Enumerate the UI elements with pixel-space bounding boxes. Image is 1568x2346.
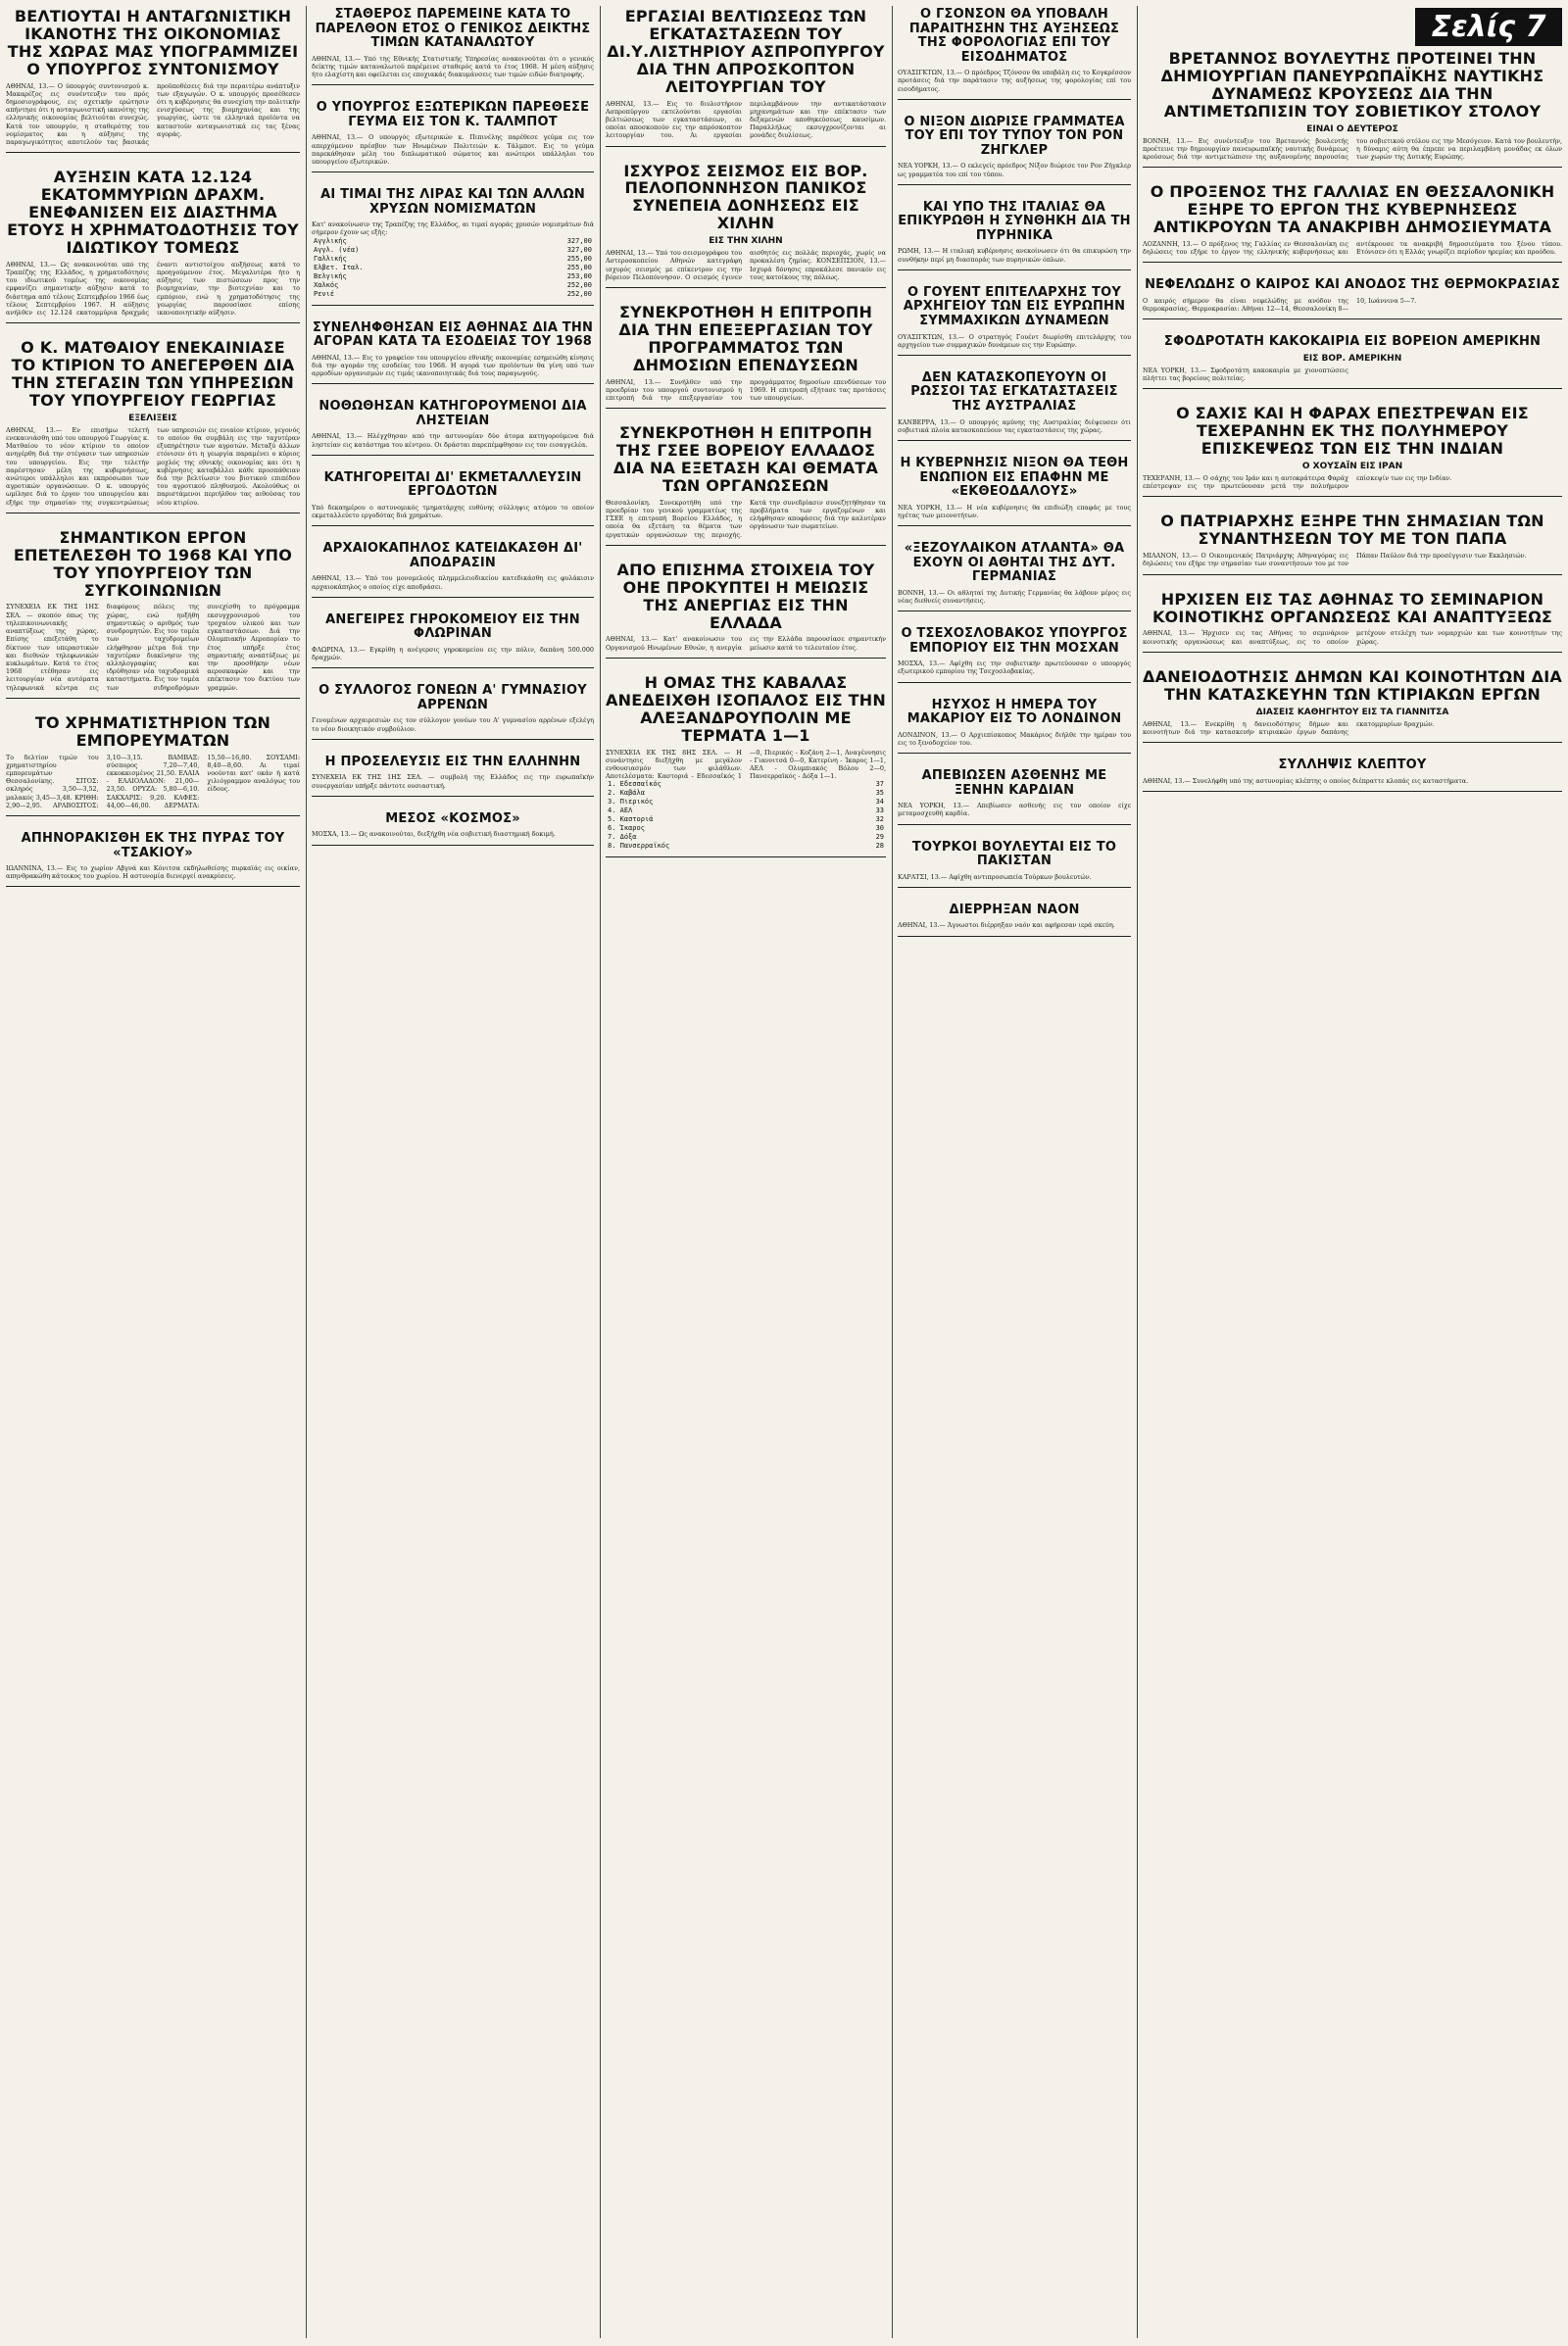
coin-price: 253,00 (566, 271, 592, 280)
table-row (312, 264, 594, 272)
article-body: ΚΑΝΒΕΡΡΑ, 13.— Ο υπουργός αμύνης της Αυστραλίας διέψευσεν ότι σοβιετικά πλοία κατασκοπεύουν τας εγκαταστάσεις της χώρας. (898, 417, 1131, 434)
team-points: 35 (875, 789, 884, 798)
article-separator (898, 682, 1131, 683)
article-body: ΑΘΗΝΑΙ, 13.— Ο υπουργός εξωτερικών κ. Πιπινέλης παρέθεσε γεύμα εις τον απερχόμενον πρέσβυν των Ηνωμένων Πολιτειών κ. Τάλμποτ. Εις το γεύμα παρεκάθησαν μέλη του διπλωματικού σώματος και ανώτεροι υπάλληλοι του υπουργείου εξωτερικών. (312, 133, 594, 166)
article-body: ΛΟΖΑΝΝΗ, 13.— Ο πρόξενος της Γαλλίας εν Θεσσαλονίκη εις δηλώσεις του εξήρε το έργον της ελληνικής κυβερνήσεως και αντέκρουσε τα ανακριβή δημοσιεύματα του ξένου τύπου. Ετόνισεν ότι η Ελλάς γνωρίζει περίοδον ηρεμίας και προόδου. (1143, 239, 1562, 257)
headline: ΑΙ ΤΙΜΑΙ ΤΗΣ ΛΙΡΑΣ ΚΑΙ ΤΩΝ ΑΛΛΩΝ ΧΡΥΣΩΝ ΝΟΜΙΣΜΑΤΩΝ (320, 188, 585, 217)
coin-price: 255,00 (566, 263, 592, 271)
article-separator (6, 322, 300, 323)
article-body: ΑΘΗΝΑΙ, 13.— Υπό του μονομελούς πλημμελειοδικείου κατεδικάσθη εις φυλάκισιν αρχαιοκάπηλος ο οποίος είχε αποδράσει. (312, 574, 594, 591)
table-row (312, 237, 594, 246)
article-e2 (898, 116, 1131, 191)
article-body: ΦΛΩΡΙΝΑ, 13.— Εγκρίθη η ανέγερσις γηροκομείου εις την πόλιν, δαπάνη 500.000 δραχμών. (312, 645, 594, 662)
article-a5 (6, 714, 300, 822)
article-separator (312, 455, 594, 456)
article-separator (1143, 262, 1562, 263)
article-e6 (898, 457, 1131, 532)
article-a3 (6, 339, 300, 519)
table-row (606, 798, 886, 806)
coin-name: Ρενιέ (314, 289, 335, 298)
headline: ΝΟΘΩΘΗΣΑΝ ΚΑΤΗΓΟΡΟΥΜΕΝΟΙ ΔΙΑ ΛΗΣΤΕΙΑΝ (318, 400, 587, 428)
headline: Ο ΤΣΕΧΟΣΛΟΒΑΚΟΣ ΥΠΟΥΡΓΟΣ ΕΜΠΟΡΙΟΥ ΕΙΣ ΤΗΝ ΜΟΣΧΑΝ (901, 627, 1128, 656)
article-b5 (312, 400, 594, 462)
column-divider (892, 6, 893, 2338)
team-name: 3. Πιερικός (608, 798, 654, 806)
article-body: Κατ' ανακοίνωσιν της Τραπέζης της Ελλάδος, αι τιμαί αγοράς χρυσών νομισμάτων διά σήμερον έχουν ως εξής: (312, 220, 594, 237)
article-separator (312, 597, 594, 598)
column-divider (306, 6, 307, 2338)
coin-price: 327,00 (566, 236, 592, 245)
headline: Ο ΠΑΤΡΙΑΡΧΗΣ ΕΞΗΡΕ ΤΗΝ ΣΗΜΑΣΙΑΝ ΤΩΝ ΣΥΝΑΝΤΗΣΕΩΝ ΤΟΥ ΜΕ ΤΟΝ ΠΑΠΑ (1160, 513, 1544, 549)
article-f2 (1143, 183, 1562, 269)
headline: ΔΕΝ ΚΑΤΑΣΚΟΠΕΥΟΥΝ ΟΙ ΡΩΣΣΟΙ ΤΑΣ ΕΓΚΑΤΑΣΤΑΣΕΙΣ ΤΗΣ ΑΥΣΤΡΑΛΙΑΣ (910, 370, 1118, 415)
headline: ΣΦΟΔΡΟΤΑΤΗ ΚΑΚΟΚΑΙΡΙΑ ΕΙΣ ΒΟΡΕΙΟΝ ΑΜΕΡΙΚΗΝ (1163, 335, 1542, 350)
article-d4 (606, 424, 886, 552)
subheading: ΕΙΣ ΒΟΡ. ΑΜΕΡΙΚΗΝ (1302, 353, 1402, 364)
article-a2 (6, 169, 300, 329)
article-b10 (312, 756, 594, 803)
column-2 (312, 8, 594, 861)
standings-table (606, 780, 886, 851)
headline: «ΞΕΖΟΥΛΑΙΚΟΝ ΑΤΛΑΝΤΑ» ΘΑ ΕΧΟΥΝ ΟΙ ΑΘΗΤΑΙ ΤΗΣ ΔΥΤ. ΓΕΡΜΑΝΙΑΣ (904, 542, 1125, 585)
article-body: ΑΘΗΝΑΙ, 13.— Υπό της Εθνικής Στατιστικής Υπηρεσίας ανακοινούται ότι ο γενικός δείκτης τιμών καταναλωτού παρέμεινε σταθερός κατά το έτος 1968. Η μέση αύξησις ήτο ελαχίστη και οφείλεται εις εποχιακάς διακυμάνσεις των τιμών ειδών διατροφής. (312, 54, 594, 79)
article-separator (312, 739, 594, 740)
page-number-logo: Σελίς 7 (1415, 8, 1562, 46)
article-separator (898, 824, 1131, 825)
column-1 (6, 8, 300, 903)
headline: Η ΠΡΟΣΕΛΕΥΣΙΣ ΕΙΣ ΤΗΝ ΕΛΛΗΝΗΝ (324, 755, 581, 769)
headline: Η ΟΜΑΣ ΤΗΣ ΚΑΒΑΛΑΣ ΑΝΕΔΕΙΧΘΗ ΙΣΟΠΑΛΟΣ ΕΙΣ ΤΗΝ ΑΛΕΞΑΝΔΡΟΥΠΟΛΙΝ ΜΕ ΤΕΡΜΑΤΑ 1—1 (606, 673, 886, 745)
headline: ΤΟ ΧΡΗΜΑΤΙΣΤΗΡΙΟΝ ΤΩΝ ΕΜΠΟΡΕΥΜΑΤΩΝ (34, 713, 271, 750)
table-row (606, 842, 886, 851)
headline: ΕΡΓΑΣΙΑΙ ΒΕΛΤΙΩΣΕΩΣ ΤΩΝ ΕΓΚΑΤΑΣΤΑΣΕΩΝ ΤΟΥ ΔΙ.Υ.ΛΙΣΤΗΡΙΟΥ ΑΣΠΡΟΠΥΡΓΟΥ ΔΙΑ ΤΗΝ ΑΠΡΟΣΚΟΠΤΟΝ ΛΕΙΤΟΥΡΓΙΑΝ ΤΟΥ (607, 8, 885, 96)
column-divider (1137, 6, 1138, 2338)
coin-name: Χαλκός (314, 280, 339, 289)
table-row (312, 255, 594, 264)
article-separator (6, 815, 300, 816)
article-body: Γενομένων αρχαιρεσιών εις τον σύλλογον γονέων του Α' γυμνασίου αρρένων εξελέγη το νέον διοικητικόν συμβούλιον. (312, 716, 594, 733)
article-separator (606, 658, 886, 659)
article-e4 (898, 286, 1131, 362)
headline: ΣΥΝΕΛΗΦΘΗΣΑΝ ΕΙΣ ΑΘΗΝΑΣ ΔΙΑ ΤΗΝ ΑΓΟΡΑΝ ΚΑΤΑ ΤΑ ΕΣΟΔΕΙΑΣ ΤΟΥ 1968 (312, 320, 594, 350)
article-b3 (312, 188, 594, 312)
article-body: ΡΩΜΗ, 13.— Η ιταλική κυβέρνησις ανεκοίνωσεν ότι θα επικυρώση την συνθήκην περί μη διασποράς των πυρηνικών όπλων. (898, 247, 1131, 264)
article-body: ΣΥΝΕΧΕΙΑ ΕΚ ΤΗΣ 1ΗΣ ΣΕΛ. — συμβολή της Ελλάδος εις την ευρωπαϊκήν συνεργασίαν υπήρξε πάντοτε ουσιαστική. (312, 773, 594, 790)
team-points: 30 (875, 824, 884, 833)
article-b7 (312, 542, 594, 604)
column-4 (898, 8, 1131, 953)
article-body: ΟΥΑΣΙΓΚΤΩΝ, 13.— Ο πρόεδρος Τζόνσον θα υποβάλη εις το Κογκρέσσον προτάσεις διά την παράτασιν της αυξήσεως της φορολογίας επί του εισοδήματος. (898, 69, 1131, 93)
table-row (312, 246, 594, 255)
article-body: ΑΘΗΝΑΙ, 13.— Ο ύπουργός συντονισμού κ. Μακαρέζος εις συνέντευξιν του πρός δημοσιογράφους, εις σχετικήν ερώτησιν απήντησε ότι η ανταγωνιστική ικανότης της ελληνικής οικονομίας βελτιούται συνεχώς. Κατά τον υπουργόν, η σταθερότης του νομίσματος και η αύξησις της παραγωγικότητος αποτελούν τας βασικάς προϋποθέσεις διά την περαιτέρω ανάπτυξιν των εξαγωγών. Ο κ. υπουργός προσέθεσεν ότι η κυβέρνησις θα συνεχίση την πολιτικήν ενισχύσεως της βιομηχανίας και της γεωργίας, ώστε τα ελληνικά προϊόντα να καταστούν ανταγωνιστικά εις τας ξένας αγοράς. (6, 81, 300, 147)
headline: ΣΤΑΘΕΡΟΣ ΠΑΡΕΜΕΙΝΕ ΚΑΤΑ ΤΟ ΠΑΡΕΛΘΟΝ ΕΤΟΣ Ο ΓΕΝΙΚΟΣ ΔΕΙΚΤΗΣ ΤΙΜΩΝ ΚΑΤΑΝΑΛΩΤΟΥ (315, 8, 591, 51)
article-body: ΒΟΝΝΗ, 13.— Εις συνέντευξιν του Βρεταννός βουλευτής προέτεινε την δημιουργίαν πανευρωπαϊκής ναυτικής δυνάμεως κρούσεως διά την αντιμετώπισιν της αυξανομένης παρουσίας του σοβιετικού στόλου εις την Μεσόγειον. Κατά τον βουλευτήν, η δύναμις αύτη θα έπρεπε να περιλαμβάνη μονάδας εκ όλων των χωρών της Δυτικής Ευρώπης. (1143, 136, 1562, 162)
article-separator (312, 525, 594, 526)
article-body: ΒΟΝΝΗ, 13.— Οι αθληταί της Δυτικής Γερμανίας θα λάβουν μέρος εις νέας διεθνείς συναντήσεις. (898, 588, 1131, 605)
headline: ΑΥΞΗΣΙΝ ΚΑΤΑ 12.124 ΕΚΑΤΟΜΜΥΡΙΩΝ ΔΡΑΧΜ. ΕΝΕΦΑΝΙΣΕΝ ΕΙΣ ΔΙΑΣΤΗΜΑ ΕΤΟΥΣ Η ΧΡΗΜΑΤΟΔΟΤΗΣΙΣ ΤΟΥ ΙΔΙΩΤΙΚΟΥ ΤΟΜΕΩΣ (7, 169, 299, 257)
article-separator (606, 408, 886, 409)
article-body: ΜΙΛΑΝΟΝ, 13.— Ο Οικουμενικός Πατριάρχης Αθηναγόρας εις δηλώσεις του εξήρε την σημασίαν των συναντήσεων του με τον Πάπαν Παύλον διά την προσέγγισιν των Εκκλησιών. (1143, 552, 1527, 568)
article-body: ΝΕΑ ΥΟΡΚΗ, 13.— Απεβίωσεν ασθενής εις τον οποίον είχε μεταμοσχευθή καρδία. (898, 802, 1131, 818)
article-separator (898, 99, 1131, 100)
team-points: 33 (875, 806, 884, 815)
article-f6 (1143, 513, 1562, 580)
article-separator (312, 84, 594, 85)
coin-name: Βελγικής (314, 271, 347, 280)
article-separator (312, 667, 594, 668)
headline: ΗΡΧΙΣΕΝ ΕΙΣ ΤΑΣ ΑΘΗΝΑΣ ΤΟ ΣΕΜΙΝΑΡΙΟΝ ΚΟΙΝΟΤΙΚΗΣ ΟΡΓΑΝΩΣΕΩΣ ΚΑΙ ΑΝΑΠΤΥΞΕΩΣ (1152, 590, 1553, 626)
subheading: ΕΞΕΛΙΞΕΙΣ (128, 413, 177, 423)
article-body: ΝΕΑ ΥΟΡΚΗ, 13.— Η νέα κυβέρνησις θα επιδιώξη επαφάς με τους ηγέτας των μειονοτήτων. (898, 503, 1131, 519)
headline: ΔΑΝΕΙΟΔΟΤΗΣΙΣ ΔΗΜΩΝ ΚΑΙ ΚΟΙΝΟΤΗΤΩΝ ΔΙΑ ΤΗΝ ΚΑΤΑΣΚΕΥΗΝ ΤΩΝ ΚΤΙΡΙΑΚΩΝ ΕΡΓΩΝ (1143, 667, 1562, 704)
article-body: ΙΩΑΝΝΙΝΑ, 13.— Εις το χωρίον Αβγνά και Κόνιτσα εκδηλωθείσης πυρκαϊάς εις οικίαν, απηνθρακώθη κάτοικος του χωρίου. Η αστυνομία διενεργεί ανακρίσεις. (6, 864, 300, 881)
article-e7 (898, 542, 1131, 617)
subheading: Ο ΧΟΥΣΑΪΝ ΕΙΣ ΙΡΑΝ (1301, 461, 1403, 471)
article-e9 (898, 699, 1131, 760)
headline: ΑΠΕΒΙΩΣΕΝ ΑΣΘΕΝΗΣ ΜΕ ΞΕΝΗΝ ΚΑΡΔΙΑΝ (921, 769, 1107, 798)
team-points: 32 (875, 815, 884, 824)
headline: ΚΑΙ ΥΠΟ ΤΗΣ ΙΤΑΛΙΑΣ ΘΑ ΕΠΙΚΥΡΩΘΗ Η ΣΥΝΘΗΚΗ ΔΙΑ ΤΗ ΠΥΡΗΝΙΚΑ (898, 200, 1131, 243)
table-row (606, 806, 886, 815)
coin-name: Αγγλ. (νέα) (314, 245, 360, 254)
column-5 (1143, 8, 1562, 807)
headline: ΑΠΗΝΟΡΑΚΙΣΘΗ ΕΚ ΤΗΣ ΠΥΡΑΣ ΤΟΥ «ΤΣΑΚΙΟΥ» (21, 831, 285, 860)
article-a4 (6, 529, 300, 705)
team-name: 7. Δόξα (608, 833, 637, 842)
article-d2 (606, 163, 886, 294)
article-separator (1143, 388, 1562, 389)
headline: Ο ΣΑΧΙΣ ΚΑΙ Η ΦΑΡΑΧ ΕΠΕΣΤΡΕΨΑΝ ΕΙΣ ΤΕΧΕΡΑΝΗΝ ΕΚ ΤΗΣ ΠΟΛΥΗΜΕΡΟΥ ΕΠΙΣΚΕΨΕΩΣ ΤΩΝ ΕΙΣ ΤΗΝ ΙΝΔΙΑΝ (1176, 405, 1529, 459)
table-row (606, 815, 886, 824)
coin-price: 252,00 (566, 289, 592, 298)
article-body: ΑΘΗΝΑΙ, 13.— Ήρχισεν εις τας Αθήνας το σεμινάριον κοινοτικής οργανώσεως και αναπτύξεως, εις το οποίον μετέχουν στελέχη των νομαρχιών και των κοινοτήτων της χώρας. (1143, 629, 1562, 646)
article-a1 (6, 8, 300, 159)
table-row (312, 281, 594, 290)
article-body: ΣΥΝΕΧΕΙΑ ΕΚ ΤΗΣ 1ΗΣ ΣΕΛ. — σκοπόν όπως της τηλεπικοινωνιακής αναπτύξεως της χώρας. Επίσης επεξετάθη το δίκτυον των υπεραστικών και διεθνών τηλεφωνικών κυκλωμάτων. Κατά το έτος 1968 ετέθησαν εις λειτουργίαν νέα αυτόματα τηλεφωνικά κέντρα εις διαφόρους πόλεις της χώρας, ενώ ηυξήθη σημαντικώς ο αριθμός των συνδρομητών. Εις τον τομέα των ταχυδρομείων ελήφθησαν μέτρα διά την ταχυτέραν διακίνησιν της αλληλογραφίας και ιδρύθησαν νέα ταχυδρομικά καταστήματα. Εις τον τομέα των σιδηροδρόμων συνεχίσθη το πρόγραμμα εκσυγχρονισμού του τροχαίου υλικού και των εγκαταστάσεων. Διά την Ολυμπιακήν Αεροπορίαν το έτος υπήρξε έτος σημαντικής αναπτύξεως με την προσθήκην νέων αεροσκαφών και την επέκτασιν του δικτύου των γραμμών. (6, 603, 300, 692)
article-body: ΑΘΗΝΑΙ, 13.— Εν επισήμω τελετή ενεκαινιάσθη υπό του υπουργού Γεωργίας κ. Ματθαίου το νέον κτίριον το οποίον ανηγέρθη διά την στέγασιν των υπηρεσιών του υπουργείου. Εις την τελετήν παρέστησαν μέλη της κυβερνήσεως, ανώτεροι υπάλληλοι και εκπρόσωποι των αγροτικών οργανώσεων. Ο κ. υπουργός ωμίλησε διά το έργον του υπουργείου και εξήρε την σημασίαν της συγκεντρώσεως των υπηρεσιών εις ενιαίον κτίριον, γεγονός το οποίον θα συμβάλη εις την ταχυτέραν εξυπηρέτησιν των αγροτών. Μεταξύ άλλων ετόνισεν ότι η γεωργία παραμένει ο κύριος μοχλός της εθνικής οικονομίας και ότι η κυβέρνησις καταβάλλει κάθε προσπάθειαν διά την βελτίωσιν του βιοτικού επιπέδου του αγροτικού πληθυσμού. Ακολούθως οι παριστάμενοι περιήλθον τας αιθούσας του νέου κτιρίου. (6, 425, 300, 507)
article-separator (898, 184, 1131, 185)
article-separator (1143, 496, 1562, 497)
article-separator (606, 856, 886, 857)
headline: ΤΟΥΡΚΟΙ ΒΟΥΛΕΥΤΑΙ ΕΙΣ ΤΟ ΠΑΚΙΣΤΑΝ (911, 840, 1117, 869)
article-body: ΑΘΗΝΑΙ, 13.— Ηλέγχθησαν από την αστυνομίαν δύο άτομα κατηγορούμενα διά ληστείαν εις κατάστημα του κέντρου. Οι δράσται παρεπέμφθησαν εις τον εισαγγελέα. (312, 432, 594, 449)
coin-name: Γαλλικής (314, 254, 347, 263)
article-separator (898, 887, 1131, 888)
article-b6 (312, 471, 594, 533)
article-separator (1143, 574, 1562, 575)
article-separator (898, 355, 1131, 356)
table-row (312, 290, 594, 299)
article-b8 (312, 613, 594, 675)
team-points: 37 (875, 780, 884, 789)
article-body: ΚΑΡΑΤΣΙ, 13.— Αφίχθη αντιπροσωπεία Τούρκων βουλευτών. (898, 872, 1092, 881)
article-separator (1143, 318, 1562, 319)
article-body: ΤΕΧΕΡΑΝΗ, 13.— Ο σάχης του Ιράν και η αυτοκράτειρα Φαράχ επέστρεψαν εις την πρωτεύουσαν μετά την πολυήμερον επίσκεψίν των εις την Ινδίαν. (1143, 473, 1452, 491)
article-body: ΑΘΗΝΑΙ, 13.— Ενεκρίθη η δανειοδότησις δήμων και κοινοτήτων διά την κατασκευήν κτιριακών έργων δαπάνης εκατομμυρίων δραχμών. (1143, 719, 1435, 736)
article-a6 (6, 832, 300, 894)
article-d1 (606, 8, 886, 153)
subheading: ΕΙΝΑΙ Ο ΔΕΥΤΕΡΟΣ (1306, 123, 1398, 134)
article-d3 (606, 304, 886, 415)
article-separator (606, 545, 886, 546)
article-body: ΑΘΗΝΑΙ, 13.— Συνελήφθη υπό της αστυνομίας κλέπτης ο οποίος διέπραττε κλοπάς εις καταστήματα. (1143, 776, 1469, 785)
team-name: 2. Καβάλα (608, 789, 645, 798)
headline: ΔΙΕΡΡΗΞΑΝ ΝΑΟΝ (949, 903, 1080, 917)
article-separator (6, 152, 300, 153)
headline: Ο ΓΣΟΝΣΟΝ ΘΑ ΥΠΟΒΑΛΗ ΠΑΡΑΙΤΗΣΗΝ ΤΗΣ ΑΥΞΗΣΕΩΣ ΤΗΣ ΦΟΡΟΛΟΓΙΑΣ ΕΠΙ ΤΟΥ ΕΙΣΟΔΗΜΑΤΟΣ (908, 8, 1120, 65)
headline: ΒΕΛΤΙΟΥΤΑΙ Η ΑΝΤΑΓΩΝΙΣΤΙΚΗ ΙΚΑΝΟΤΗΣ ΤΗΣ ΟΙΚΟΝΟΜΙΑΣ ΤΗΣ ΧΩΡΑΣ ΜΑΣ ΥΠΟΓΡΑΜΜΙΖΕΙ Ο ΥΠΟΥΡΓΟΣ ΣΥΝΤΟΝΙΣΜΟΥ (7, 8, 299, 78)
article-body: ΑΘΗΝΑΙ, 13.— Υπό του σεισμογράφου του Αστεροσκοπείου Αθηνών κατεγράφη ισχυρός σεισμός με επίκεντρον εις την βόρειον Πελοπόννησον. Ο σεισμός έγινεν αισθητός εις πολλάς περιοχάς, χωρίς να προκαλέση ζημίας. ΚΟΝΣΕΠΣΙΟΝ, 13.— Ισχυρά δόνησις επροκάλεσε πανικόν εις τους κατοίκους της πόλεως. (606, 249, 886, 281)
headline: Ο ΥΠΟΥΡΓΟΣ ΕΞΩΤΕΡΙΚΩΝ ΠΑΡΕΘΕΣΕ ΓΕΥΜΑ ΕΙΣ ΤΟΝ Κ. ΤΑΛΜΠΟΤ (316, 101, 590, 129)
article-b1 (312, 8, 594, 91)
article-e3 (898, 201, 1131, 276)
article-separator (312, 305, 594, 306)
article-body: ΑΘΗΝΑΙ, 13.— Εις το γραφείον του υπουργείου εθνικής οικονομίας εσημειώθη κίνησις διά την αγοράν της εσοδείας του 1968. Η αγορά των προϊόντων θα γίνη υπό των αρμοδίων οργανισμών εις τιμάς ικανοποιητικάς διά τους παραγωγούς. (312, 353, 594, 378)
article-body: ΟΥΑΣΙΓΚΤΩΝ, 13.— Ο στρατηγός Γουέντ διωρίσθη επιτελάρχης του αρχηγείου των συμμαχικών δυνάμεων εις την Ευρώπην. (898, 332, 1131, 349)
team-name: 1. Εδεσσαϊκός (608, 780, 662, 789)
headline: Ο ΠΡΟΞΕΝΟΣ ΤΗΣ ΓΑΛΛΙΑΣ ΕΝ ΘΕΣΣΑΛΟΝΙΚΗ ΕΞΗΡΕ ΤΟ ΕΡΓΟΝ ΤΗΣ ΚΥΒΕΡΝΗΣΕΩΣ ΑΝΤΙΚΡΟΥΩΝ ΤΑ ΑΝΑΚΡΙΒΗ ΔΗΜΟΣΙΕΥΜΑΤΑ (1150, 183, 1555, 237)
column-divider (600, 6, 601, 2338)
coin-price-table (312, 237, 594, 299)
article-body: ΑΘΗΝΑΙ, 13.— Ως ανακοινούται υπό της Τραπέζης της Ελλάδος, η χρηματοδότησις του ιδιωτικού τομέως της οικονομίας εμφανίζει σημαντικήν αύξησιν κατά το διάστημα από τέλους Σεπτεμβρίου 1966 έως τέλους Σεπτεμβρίου 1967. Η αύξησις ανήλθεν εις 12.124 εκατομμύρια δραχμάς έναντι αντιστοίχου αυξήσεως κατά το προηγούμενον έτος. Μεγαλυτέρα ήτο η αύξησις των πιστώσεων προς την βιομηχανίαν, την βιοτεχνίαν και το εμπόριον, ενώ η χρηματοδότησις της γεωργίας παρουσίασε επίσης ικανοποιητικήν αύξησιν. (6, 260, 300, 317)
article-separator (312, 383, 594, 384)
article-d6 (606, 674, 886, 863)
article-separator (898, 269, 1131, 270)
article-f8 (1143, 668, 1562, 749)
article-f9 (1143, 758, 1562, 798)
article-b11 (312, 812, 594, 852)
table-row (606, 824, 886, 833)
headline: Ο Κ. ΜΑΤΘΑΙΟΥ ΕΝΕΚΑΙΝΙΑΣΕ ΤΟ ΚΤΙΡΙΟΝ ΤΟ ΑΝΕΓΕΡΘΕΝ ΔΙΑ ΤΗΝ ΣΤΕΓΑΣΙΝ ΤΩΝ ΥΠΗΡΕΣΙΩΝ ΤΟΥ ΥΠΟΥΡΓΕΙΟΥ ΓΕΩΡΓΙΑΣ (11, 339, 295, 410)
team-name: 6. Ίκαρος (608, 824, 645, 833)
article-b2 (312, 101, 594, 178)
article-separator (312, 171, 594, 172)
article-body: ΑΘΗΝΑΙ, 13.— Άγνωστοι διέρρηξαν ναόν και αφήρεσαν ιερά σκεύη. (898, 921, 1115, 930)
article-body: ΣΥΝΕΧΕΙΑ ΕΚ ΤΗΣ 8ΗΣ ΣΕΛ. — Η συνάντησις διεξήχθη με μεγάλον ενθουσιασμόν των φιλάθλων. Αποτελέσματα: Καστοριά - Εδεσσαϊκός 1—0, Πιερικός - Κοζάνη 2—1, Αναγέννησις - Γιαννιτσά 0—0, Κατερίνη - Ίκαρος 1—1, ΑΕΛ - Ολυμπιακός Βόλου 2—0, Πανσερραϊκός - Δόξα 1—1. (606, 748, 886, 781)
team-name: 4. ΑΕΛ (608, 806, 633, 815)
article-separator (312, 796, 594, 797)
article-separator (1143, 167, 1562, 168)
headline: ΣΗΜΑΝΤΙΚΟΝ ΕΡΓΟΝ ΕΠΕΤΕΛΕΣΘΗ ΤΟ 1968 ΚΑΙ ΥΠΟ ΤΟΥ ΥΠΟΥΡΓΕΙΟΥ ΤΩΝ ΣΥΓΚΟΙΝΩΝΙΩΝ (13, 528, 293, 600)
headline: ΗΣΥΧΟΣ Η ΗΜΕΡΑ ΤΟΥ ΜΑΚΑΡΙΟΥ ΕΙΣ ΤΟ ΛΟΝΔΙΝΟΝ (906, 698, 1122, 727)
article-e1 (898, 8, 1131, 106)
article-body: ΑΘΗΝΑΙ, 13.— Εις το διυλιστήριον Ασπροπύργου εκτελούνται εργασίαι βελτιώσεως των εγκαταστάσεων, αι οποίαι αποσκοπούν εις την απρόσκοπτον λειτουργίαν του. Αι εργασίαι περιλαμβάνουν την αντικατάστασιν μηχανημάτων και την επέκτασιν των δεξαμενών αποθηκεύσεως καυσίμων. Παραλλήλως εκσυγχρονίζονται αι μονάδες διυλίσεως. (606, 99, 886, 140)
article-e11 (898, 841, 1131, 894)
article-separator (606, 287, 886, 288)
headline: ΚΑΤΗΓΟΡΕΙΤΑΙ ΔΙ' ΕΚΜΕΤΑΛΛΕΥΣΙΝ ΕΡΓΟΔΟΤΩΝ (323, 470, 582, 500)
team-points: 34 (875, 798, 884, 806)
article-body: Υπό δεκαημέρου ο αστυνομικός τμηματάρχης ευθύνης σύλληψις ατόμου το οποίον εκμεταλλεύετο εργοδότας διά χρημάτων. (312, 503, 594, 520)
team-points: 28 (875, 842, 884, 851)
article-separator (6, 698, 300, 699)
article-body: Το δελτίον τιμών του χρηματιστηρίου εμπορευμάτων Θεσσαλονίκης. ΣΙΤΟΣ: σκληρός 3,50—3,52, μαλακός 3,45—3,48. ΚΡΙΘΗ: 2,90—2,95. ΑΡΑΒΟΣΙΤΟΣ: 3,10—3,15. ΒΑΜΒΑΞ: σύσπορος 7,20—7,40, εκκοκκισμένος 21,50. ΕΛΑΙΑ - ΕΛΑΙΟΛΑΔΟΝ: 21,00—23,50. ΟΡΥΖΑ: 5,80—6,10. ΣΑΚΧΑΡΙΣ: 9,20. ΚΑΦΕΣ: 44,00—46,00. ΔΕΡΜΑΤΑ: 15,50—16,80. ΣΟΥΣΑΜΙ: 8,40—8,60. Αι τιμαί νοούνται κατ' οκάν ή κατά χιλιόγραμμον αναλόγως του είδους. (6, 753, 300, 809)
article-separator (1143, 652, 1562, 653)
article-separator (898, 525, 1131, 526)
headline: ΑΠΟ ΕΠΙΣΗΜΑ ΣΤΟΙΧΕΙΑ ΤΟΥ ΟΗΕ ΠΡΟΚΥΠΤΕΙ Η ΜΕΙΩΣΙΣ ΤΗΣ ΑΝΕΡΓΙΑΣ ΕΙΣ ΤΗΝ ΕΛΛΑΔΑ (616, 561, 875, 632)
article-body: ΑΘΗΝΑΙ, 13.— Συνήλθεν υπό την προεδρίαν του υπουργού συντονισμού η επιτροπή διά την επεξεργασίαν του προγράμματος δημοσίων επενδύσεων του 1969. Η επιτροπή εξήτασε τας προτάσεις των υπουργείων. (606, 377, 886, 403)
headline: ΣΥΝΕΚΡΟΤΗΘΗ Η ΕΠΙΤΡΟΠΗ ΔΙΑ ΤΗΝ ΕΠΕΞΕΡΓΑΣΙΑΝ ΤΟΥ ΠΡΟΓΡΑΜΜΑΤΟΣ ΤΩΝ ΔΗΜΟΣΙΩΝ ΕΠΕΝΔΥΣΕΩΝ (618, 303, 873, 374)
article-f7 (1143, 591, 1562, 659)
table-row (312, 272, 594, 281)
article-body: ΑΘΗΝΑΙ, 13.— Κατ' ανακοίνωσιν του Οργανισμού Ηνωμένων Εθνών, η ανεργία εις την Ελλάδα παρουσίασε σημαντικήν μείωσιν κατά το τελευταίον έτος. (606, 635, 886, 652)
coin-name: Αγγλικής (314, 236, 347, 245)
team-name: 5. Καστοριά (608, 815, 654, 824)
headline: ΝΕΦΕΛΩΔΗΣ Ο ΚΑΙΡΟΣ ΚΑΙ ΑΝΟΔΟΣ ΤΗΣ ΘΕΡΜΟΚΡΑΣΙΑΣ (1145, 278, 1560, 293)
article-e5 (898, 371, 1131, 447)
article-e10 (898, 769, 1131, 831)
article-separator (606, 146, 886, 147)
article-separator (312, 845, 594, 846)
article-f3 (1143, 278, 1562, 325)
column-3 (606, 8, 886, 873)
headline: ΑΝΕΓΕΙΡΕΣ ΓΗΡΟΚΟΜΕΙΟΥ ΕΙΣ ΤΗΝ ΦΛΩΡΙΝΑΝ (325, 612, 580, 642)
table-row (606, 789, 886, 798)
article-b4 (312, 321, 594, 391)
article-separator (898, 440, 1131, 441)
article-body: ΜΟΣΧΑ, 13.— Ως ανακοινούται, διεξήχθη νέα σοβιετική διαστημική δοκιμή. (312, 830, 556, 839)
article-body: ΛΟΝΔΙΝΟΝ, 13.— Ο Αρχιεπίσκοπος Μακάριος διήλθε την ημέραν του εις το ξενοδοχείον του. (898, 730, 1131, 747)
headline: ΑΡΧΑΙΟΚΑΠΗΛΟΣ ΚΑΤΕΙΔΚΑΣΘΗ ΔΙ' ΑΠΟΔΡΑΣΙΝ (322, 542, 583, 570)
coin-price: 327,00 (566, 245, 592, 254)
article-b9 (312, 684, 594, 746)
article-body: Ο καιρός σήμερον θα είναι νεφελώδης με ανόδον της θερμοκρασίας. Θερμοκρασίαι: Αθήναι 12—14, Θεσσαλονίκη 8—10, Ιωάννινα 5—7. (1143, 296, 1417, 314)
article-f5 (1143, 405, 1562, 503)
table-row (606, 833, 886, 842)
headline: ΣΥΝΕΚΡΟΤΗΘΗ Η ΕΠΙΤΡΟΠΗ ΤΗΣ ΓΣΕΕ ΒΟΡΕΙΟΥ ΕΛΛΑΔΟΣ ΔΙΑ ΝΑ ΕΞΕΤΑΣΗ ΚΑΙ ΘΕΜΑΤΑ ΤΩΝ ΟΡΓΑΝΩΣΕΩΝ (612, 424, 879, 495)
article-f4 (1143, 335, 1562, 395)
article-f1 (1143, 50, 1562, 173)
article-body: ΝΕΑ ΥΟΡΚΗ, 13.— Ο εκλεγείς πρόεδρος Νίξον διώρισε τον Ρον Ζήγκλερ ως γραμματέα του επί του τύπου. (898, 162, 1131, 178)
article-separator (1143, 791, 1562, 792)
headline: ΒΡΕΤΑΝΝΟΣ ΒΟΥΛΕΥΤΗΣ ΠΡΟΤΕΙΝΕΙ ΤΗΝ ΔΗΜΙΟΥΡΓΙΑΝ ΠΑΝΕΥΡΩΠΑΪΚΗΣ ΝΑΥΤΙΚΗΣ ΔΥΝΑΜΕΩΣ ΚΡΟΥΣΕΩΣ ΔΙΑ ΤΗΝ ΑΝΤΙΜΕΤΩΠΙΣΙΝ ΤΟΥ ΣΟΒΙΕΤΙΚΟΥ ΣΤΟΛΟΥ (1160, 50, 1544, 121)
headline: Η ΚΥΒΕΡΝΗΣΙΣ ΝΙΞΟΝ ΘΑ ΤΕΘΗ ΕΝΩΠΙΟΝ ΕΙΣ ΕΠΑΦΗΝ ΜΕ «ΕΚΘΕΟΔΑΛΟΥΣ» (900, 456, 1129, 500)
article-body: ΜΟΣΧΑ, 13.— Αφίχθη εις την σοβιετικήν πρωτεύουσαν ο υπουργός εξωτερικού εμπορίου της Τσεχοσλοβακίας. (898, 660, 1131, 676)
coin-price: 252,00 (566, 280, 592, 289)
article-e12 (898, 904, 1131, 943)
headline: Ο ΝΙΞΟΝ ΔΙΩΡΙΣΕ ΓΡΑΜΜΑΤΕΑ ΤΟΥ ΕΠΙ ΤΟΥ ΤΥΠΟΥ ΤΟΝ ΡΟΝ ΖΗΓΚΛΕΡ (904, 115, 1125, 158)
team-name: 8. Πανσερραϊκός (608, 842, 670, 851)
article-separator (898, 936, 1131, 937)
subheading: ΔΙΑΣΕΙΣ ΚΑΘΗΓΗΤΟΥ ΕΙΣ ΤΑ ΓΙΑΝΝΙΤΣΑ (1255, 707, 1449, 717)
headline: ΣΥΛΛΗΨΙΣ ΚΛΕΠΤΟΥ (1278, 758, 1427, 773)
headline: Ο ΓΟΥΕΝΤ ΕΠΙΤΕΛΑΡΧΗΣ ΤΟΥ ΑΡΧΗΓΕΙΟΥ ΤΩΝ ΕΙΣ ΕΥΡΩΠΗΝ ΣΥΜΜΑΧΙΚΩΝ ΔΥΝΑΜΕΩΝ (903, 285, 1126, 328)
article-e8 (898, 627, 1131, 689)
coin-price: 255,00 (566, 254, 592, 263)
headline: ΙΣΧΥΡΟΣ ΣΕΙΣΜΟΣ ΕΙΣ ΒΟΡ. ΠΕΛΟΠΟΝΝΗΣΟΝ ΠΑΝΙΚΟΣ ΣΥΝΕΠΕΙΑ ΔΟΝΗΣΕΩΣ ΕΙΣ ΧΙΛΗΝ (623, 162, 868, 233)
table-row (606, 780, 886, 789)
article-separator (898, 753, 1131, 754)
subheading: ΕΙΣ ΤΗΝ ΧΙΛΗΝ (709, 236, 783, 247)
headline: ΜΕΣΟΣ «ΚΟΣΜΟΣ» (385, 811, 520, 826)
headline: Ο ΣΥΛΛΟΓΟΣ ΓΟΝΕΩΝ Α' ΓΥΜΝΑΣΙΟΥ ΑΡΡΕΝΩΝ (318, 684, 587, 712)
article-body: ΝΕΑ ΥΟΡΚΗ, 13.— Σφοδροτάτη κακοκαιρία με χιονοπτώσεις πλήττει τας βορείους πολιτείας. (1143, 366, 1348, 383)
coin-name: Ελβετ. Ιταλ. (314, 263, 364, 271)
article-body: Θεσσαλονίκη. Συνεκροτήθη υπό την προεδρίαν του γενικού γραμματέως της ΓΣΕΕ η επιτροπή Βορείου Ελλάδος, η οποία θα εξετάση τα θέματα των εργατικών οργανώσεων της περιοχής. Κατά την συνεδρίασιν συνεζητήθησαν τα προβλήματα των εργαζομένων και ελήφθησαν αποφάσεις διά την καλυτέραν οργάνωσιν των σωματείων. (606, 498, 886, 539)
team-points: 29 (875, 833, 884, 842)
article-separator (1143, 742, 1562, 743)
article-d5 (606, 562, 886, 664)
article-separator (6, 886, 300, 887)
